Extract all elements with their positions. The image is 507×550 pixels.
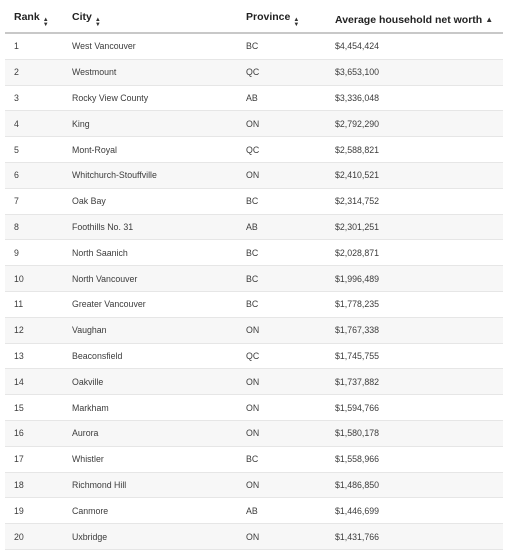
cell-city: Westmount — [63, 59, 237, 85]
column-header-province-label: Province — [246, 11, 291, 23]
cell-province: ON — [237, 420, 326, 446]
cell-rank: 9 — [5, 240, 63, 266]
cell-rank: 8 — [5, 214, 63, 240]
table-row — [5, 472, 503, 498]
cell-city: Oak Bay — [63, 188, 237, 214]
table-row — [5, 317, 503, 343]
cell-city: Richmond Hill — [63, 472, 237, 498]
cell-province: AB — [237, 214, 326, 240]
cell-city: Aurora — [63, 420, 237, 446]
cell-city: Foothills No. 31 — [63, 214, 237, 240]
cell-net-worth: $1,580,178 — [326, 420, 503, 446]
cell-net-worth: $2,588,821 — [326, 137, 503, 163]
column-header-rank[interactable] — [5, 7, 63, 33]
column-header-city-label: City — [72, 11, 92, 23]
cell-rank: 18 — [5, 472, 63, 498]
cell-city: North Saanich — [63, 240, 237, 266]
cell-city: Mont-Royal — [63, 137, 237, 163]
table-row — [5, 498, 503, 524]
cell-province: BC — [237, 266, 326, 292]
cell-city: Greater Vancouver — [63, 291, 237, 317]
cell-rank: 6 — [5, 162, 63, 188]
cell-city: Vaughan — [63, 317, 237, 343]
cell-province: ON — [237, 524, 326, 550]
table-body — [5, 33, 503, 549]
cell-net-worth: $2,410,521 — [326, 162, 503, 188]
sort-both-icon: ▲ ▼ — [42, 17, 49, 28]
cell-rank: 14 — [5, 369, 63, 395]
cell-rank: 13 — [5, 343, 63, 369]
cell-province: ON — [237, 162, 326, 188]
table-row — [5, 240, 503, 266]
cell-province: ON — [237, 369, 326, 395]
cell-rank: 11 — [5, 291, 63, 317]
column-header-net-worth[interactable] — [326, 7, 503, 33]
table-row — [5, 59, 503, 85]
cell-province: ON — [237, 472, 326, 498]
cell-province: ON — [237, 317, 326, 343]
cell-province: AB — [237, 498, 326, 524]
cell-net-worth: $2,301,251 — [326, 214, 503, 240]
cell-rank: 20 — [5, 524, 63, 550]
sort-both-icon: ▲ ▼ — [94, 17, 101, 28]
table-header — [5, 7, 503, 33]
cell-rank: 5 — [5, 137, 63, 163]
table-row — [5, 420, 503, 446]
table-row — [5, 343, 503, 369]
cell-net-worth: $2,792,290 — [326, 111, 503, 137]
table-row — [5, 369, 503, 395]
cell-city: West Vancouver — [63, 33, 237, 59]
cell-rank: 4 — [5, 111, 63, 137]
cell-province: AB — [237, 85, 326, 111]
cell-net-worth: $1,737,882 — [326, 369, 503, 395]
cell-net-worth: $3,653,100 — [326, 59, 503, 85]
cell-city: Oakville — [63, 369, 237, 395]
cell-province: ON — [237, 395, 326, 421]
cell-net-worth: $1,486,850 — [326, 472, 503, 498]
cell-city: Canmore — [63, 498, 237, 524]
cell-province: BC — [237, 188, 326, 214]
cell-net-worth: $4,454,424 — [326, 33, 503, 59]
table-row — [5, 137, 503, 163]
cell-net-worth: $1,778,235 — [326, 291, 503, 317]
table-row — [5, 188, 503, 214]
cell-net-worth: $1,996,489 — [326, 266, 503, 292]
column-header-net-worth-label: Average household net worth — [335, 13, 483, 26]
cell-rank: 19 — [5, 498, 63, 524]
header-row — [5, 7, 503, 33]
cell-net-worth: $1,558,966 — [326, 446, 503, 472]
cell-rank: 17 — [5, 446, 63, 472]
cell-rank: 3 — [5, 85, 63, 111]
table-row — [5, 524, 503, 550]
table-row — [5, 85, 503, 111]
cell-net-worth: $1,431,766 — [326, 524, 503, 550]
column-header-province[interactable] — [237, 7, 326, 33]
cell-rank: 16 — [5, 420, 63, 446]
table-row — [5, 395, 503, 421]
cell-province: QC — [237, 343, 326, 369]
cell-rank: 15 — [5, 395, 63, 421]
table-row — [5, 291, 503, 317]
column-header-rank-label: Rank — [14, 11, 40, 23]
cell-city: Uxbridge — [63, 524, 237, 550]
cell-rank: 10 — [5, 266, 63, 292]
cell-city: Rocky View County — [63, 85, 237, 111]
cell-net-worth: $2,028,871 — [326, 240, 503, 266]
cell-province: QC — [237, 59, 326, 85]
cell-net-worth: $1,446,699 — [326, 498, 503, 524]
cell-city: Beaconsfield — [63, 343, 237, 369]
sort-ascending-icon: ▲ — [485, 14, 494, 24]
table-row — [5, 111, 503, 137]
cell-net-worth: $2,314,752 — [326, 188, 503, 214]
cell-net-worth: $1,594,766 — [326, 395, 503, 421]
table-row — [5, 266, 503, 292]
column-header-city[interactable] — [63, 7, 237, 33]
table-row — [5, 446, 503, 472]
cell-province: QC — [237, 137, 326, 163]
cell-rank: 12 — [5, 317, 63, 343]
table-row — [5, 33, 503, 59]
cell-rank: 1 — [5, 33, 63, 59]
cell-net-worth: $1,767,338 — [326, 317, 503, 343]
cell-province: ON — [237, 111, 326, 137]
cell-province: BC — [237, 240, 326, 266]
cell-city: King — [63, 111, 237, 137]
cell-net-worth: $3,336,048 — [326, 85, 503, 111]
table-row — [5, 214, 503, 240]
net-worth-ranking-table — [5, 7, 503, 550]
table-row — [5, 162, 503, 188]
cell-city: Whitchurch-Stouffville — [63, 162, 237, 188]
cell-rank: 7 — [5, 188, 63, 214]
cell-rank: 2 — [5, 59, 63, 85]
cell-province: BC — [237, 291, 326, 317]
ranking-table-container — [5, 7, 503, 550]
cell-city: North Vancouver — [63, 266, 237, 292]
cell-province: BC — [237, 446, 326, 472]
cell-province: BC — [237, 33, 326, 59]
cell-net-worth: $1,745,755 — [326, 343, 503, 369]
sort-both-icon: ▲ ▼ — [293, 17, 300, 28]
cell-city: Whistler — [63, 446, 237, 472]
cell-city: Markham — [63, 395, 237, 421]
